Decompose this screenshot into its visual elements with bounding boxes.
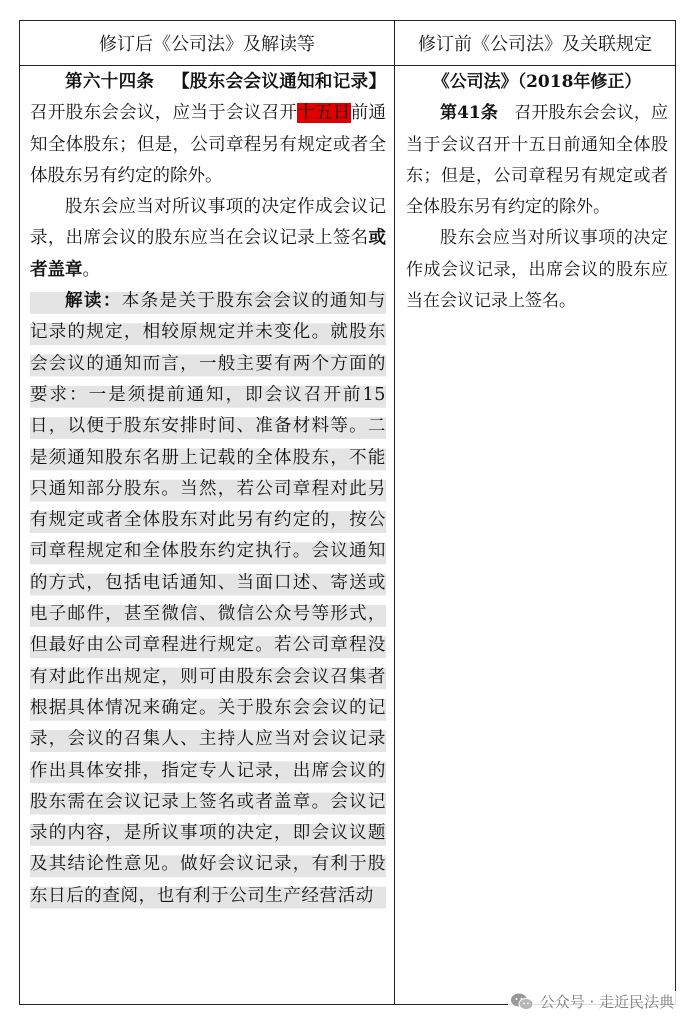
- highlighted-term: 十五日: [297, 103, 351, 124]
- reading-text: 本条是关于股东会会议的通知与记录的规定，相较原规定并未变化。就股东会会议的通知而言，一般主要有两个方面的要求：一是须提前通知，即会议召开前15日，以便于股东安排时间、准备材料等。二是须通知股东名册上记载的全体股东，不能只通知部分股东。当然，若公司章程对此另有规定或者全体股东对此另有约定的，按公司章程规定和全体股东约定执行。会议通知的方式，包括电话通知、当面口述、寄送或电子邮件，甚至微信、微信公众号等形式，但最好由公司章程进行规定。若公司章程没有对此作出规定，则可由股东会会议召集者根据具体情况来确定。关于股东会会议的记录，会议的召集人、主持人应当对会议记录作出具体安排，指定专人记录，出席会议的股东需在会议记录上签名或者盖章。会议记录的内容，是所议事项的决定，即会议议题及其结论性意见。做好会议记录，有利于股东日后的查阅，也有利于公司生产经营活动: [30, 291, 386, 906]
- reading-paragraph: [30, 286, 386, 912]
- p2-before: 股东会应当对所议事项的决定作成会议记录，出席会议的股东应当在会议记录上签名: [30, 197, 386, 249]
- old-p1: 召开股东会会议，应当于会议召开十五日前通知全体股东；但是，公司章程另有规定或者全体股东另有约定的除外。: [406, 103, 668, 218]
- watermark: [508, 991, 676, 1012]
- law-title: 《公司法》（2018年修正）: [432, 72, 642, 92]
- p1-before: 召开股东会会议，应当于会议召开: [30, 103, 298, 124]
- right-column: [406, 67, 668, 1004]
- reading-label: 解读：: [65, 291, 122, 312]
- article-title: 【股东会会议通知和记录】: [172, 72, 386, 92]
- old-article-number: 第41条: [440, 103, 498, 124]
- article-paragraph-1: [30, 67, 386, 192]
- old-paragraph-1: [406, 98, 668, 223]
- column-divider: [394, 21, 395, 1004]
- header-divider: [20, 65, 675, 66]
- p1-after: 前通知全体股东；但是，公司章程另有规定或者全体股东另有约定的除外。: [30, 103, 386, 186]
- p2-bold: 或者盖章: [30, 228, 386, 280]
- header-left: 修订后《公司法》及解读等: [99, 34, 315, 55]
- article-number: 第六十四条: [65, 72, 155, 92]
- left-column: [30, 67, 386, 1004]
- comparison-table: [19, 20, 676, 1005]
- article-paragraph-2: [30, 192, 386, 286]
- old-paragraph-2: 股东会应当对所议事项的决定作成会议记录，出席会议的股东应当在会议记录上签名。: [406, 228, 668, 312]
- watermark-text: 公众号 · 走近民法典: [539, 993, 674, 1011]
- p2-end: 。: [82, 259, 100, 280]
- header-right: 修订前《公司法》及关联规定: [418, 34, 652, 55]
- wechat-icon: [510, 992, 534, 1012]
